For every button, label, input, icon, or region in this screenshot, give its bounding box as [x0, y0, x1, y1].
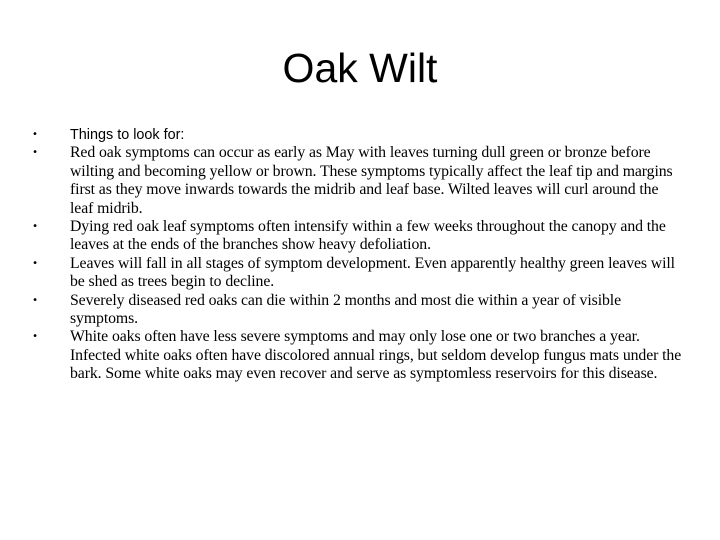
- bullet-dot-icon: •: [32, 129, 38, 140]
- bullet-text: Red oak symptoms can occur as early as May with leaves turning dull green or bronze before wilting and becoming yellow or brown. These symptoms typically affect the leaf tip and margins first as they move inwards towards the midrib and leaf base. Wilted leaves will curl around the leaf midrib.: [70, 144, 673, 217]
- bullet-item: [32, 254, 685, 292]
- bullet-item: [32, 144, 685, 218]
- bullet-dot-icon: •: [32, 257, 38, 269]
- bullet-text: White oaks often have less severe symptoms and may only lose one or two branches a year. Infected white oaks often have discolored annual rings, but seldom develop fungus mats under the bark. Some white oaks may even recover and serve as symptomless reservoirs for this disease.: [70, 328, 682, 383]
- bullet-dot-icon: •: [32, 331, 38, 343]
- bullet-item: [32, 291, 685, 329]
- bullet-dot-icon: •: [32, 221, 38, 233]
- bullet-text: Things to look for:: [70, 127, 185, 143]
- bullet-text: Leaves will fall in all stages of symptom development. Even apparently healthy green leaves will be shed as trees begin to decline.: [70, 254, 675, 291]
- bullet-text: Severely diseased red oaks can die within 2 months and most die within a year of visible symptoms.: [70, 291, 621, 328]
- bullet-dot-icon: •: [32, 294, 38, 306]
- bullet-item: [32, 126, 685, 144]
- bullet-item: [32, 328, 685, 383]
- bullet-dot-icon: •: [32, 147, 38, 159]
- slide-title: Oak Wilt: [282, 45, 438, 91]
- bullet-item: [32, 218, 685, 255]
- bullet-list: [32, 126, 685, 384]
- bullet-text: Dying red oak leaf symptoms often intensify within a few weeks throughout the canopy and the leaves at the ends of the branches show heavy defoliation.: [70, 218, 666, 254]
